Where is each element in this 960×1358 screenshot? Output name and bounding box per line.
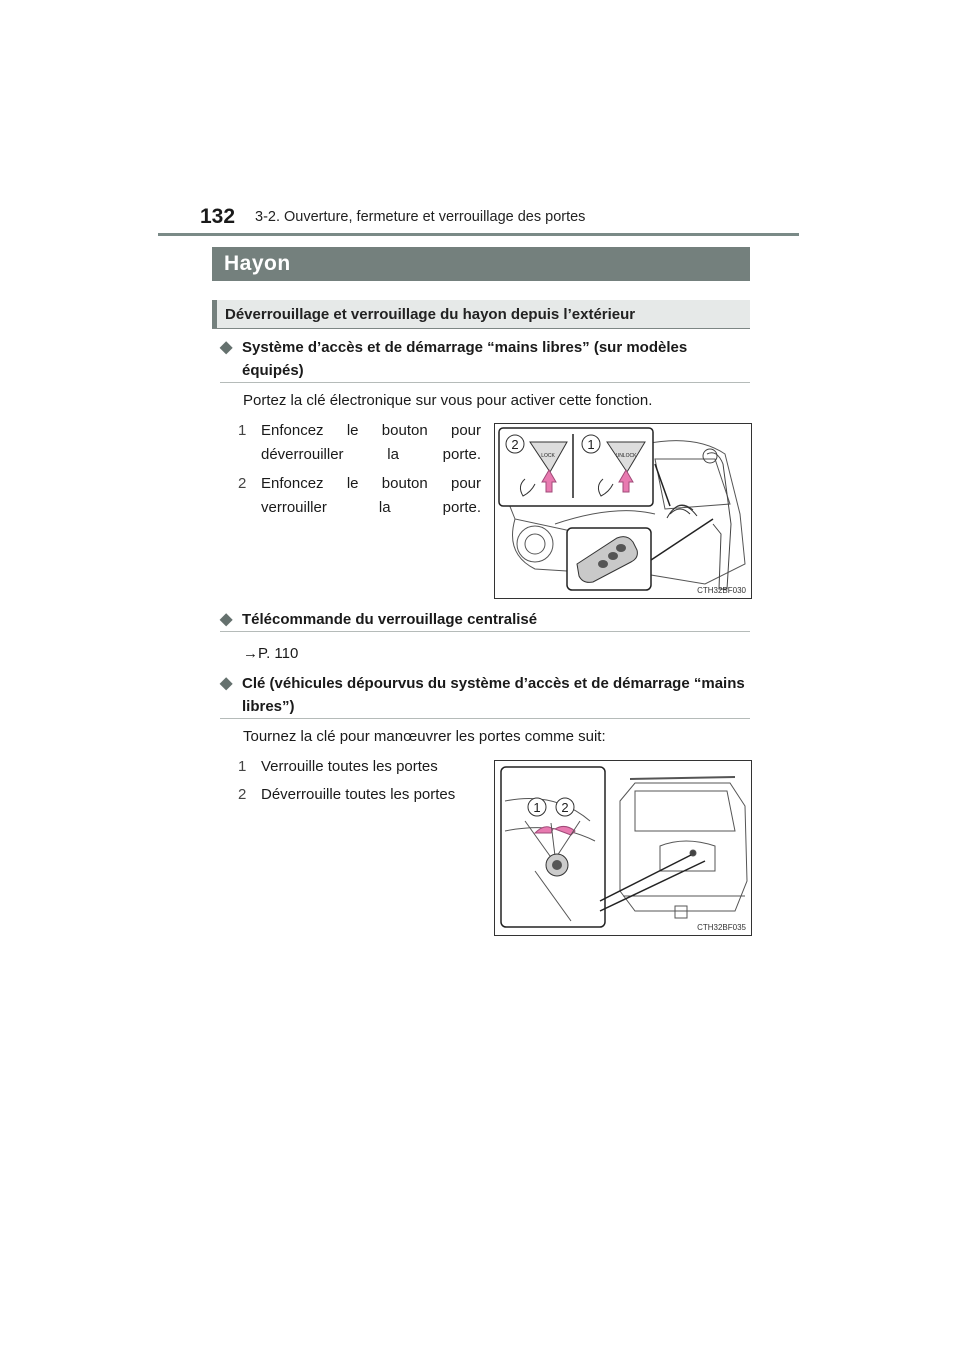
vehicle-illustration [495,424,751,598]
step-number: 2 [238,786,247,803]
topic-divider [220,631,750,632]
topic-intro: Tournez la clé pour manœuvrer les portes comme suit: [243,728,606,745]
topic-intro: Portez la clé électronique sur vous pour activer cette fonction. [243,392,653,409]
figure-callout-label: 1 [587,437,595,452]
topic-divider [220,382,750,383]
section-title: Hayon [224,252,291,275]
figure-code: CTH32BF030 [697,586,746,595]
topic-divider [220,718,750,719]
step-number: 1 [238,422,247,439]
topic-heading [220,672,750,718]
topic-title: Système d’accès et de démarrage “mains libres” (sur modèles équipés) [242,339,688,379]
step-text: Enfoncez le bouton pour verrouiller la porte. [261,475,481,516]
step-text: Verrouille toutes les portes [261,758,438,775]
vehicle-rear-illustration [495,761,751,935]
lock-button-label: LOCK [541,453,555,459]
step-number: 2 [238,475,247,492]
header-divider [158,233,799,236]
figure-callout-label: 2 [561,800,569,815]
topic-heading [220,608,750,631]
subsection-heading [212,300,750,329]
unlock-button-label: UNLOCK [615,453,637,459]
step-text: Déverrouille toutes les portes [261,786,456,803]
figure-code: CTH32BF035 [697,923,746,932]
section-banner [212,247,750,281]
diamond-bullet-icon: ◆ [220,339,233,356]
figure-key-cylinder [494,760,752,936]
diamond-bullet-icon: ◆ [220,611,233,628]
page-number: 132 [200,205,236,228]
figure-callout-label: 2 [511,437,519,452]
diamond-bullet-icon: ◆ [220,675,233,692]
topic-title: Télécommande du verrouillage centralisé [242,611,538,628]
step-text: Enfoncez le bouton pour déverrouiller la porte. [261,422,481,463]
step-number: 1 [238,758,247,775]
page-reference: →P. 110 [243,645,299,662]
subsection-accent-bar [212,300,217,328]
subsection-title: Déverrouillage et verrouillage du hayon depuis l’extérieur [225,306,636,323]
topic-heading [220,336,750,382]
figure-callout-label: 1 [533,800,541,815]
topic-title: Clé (véhicules dépourvus du système d’accès et de démarrage “mains libres”) [242,675,745,715]
chapter-title: 3-2. Ouverture, fermeture et verrouillage des portes [255,209,586,225]
figure-smart-key-liftgate [494,423,752,599]
